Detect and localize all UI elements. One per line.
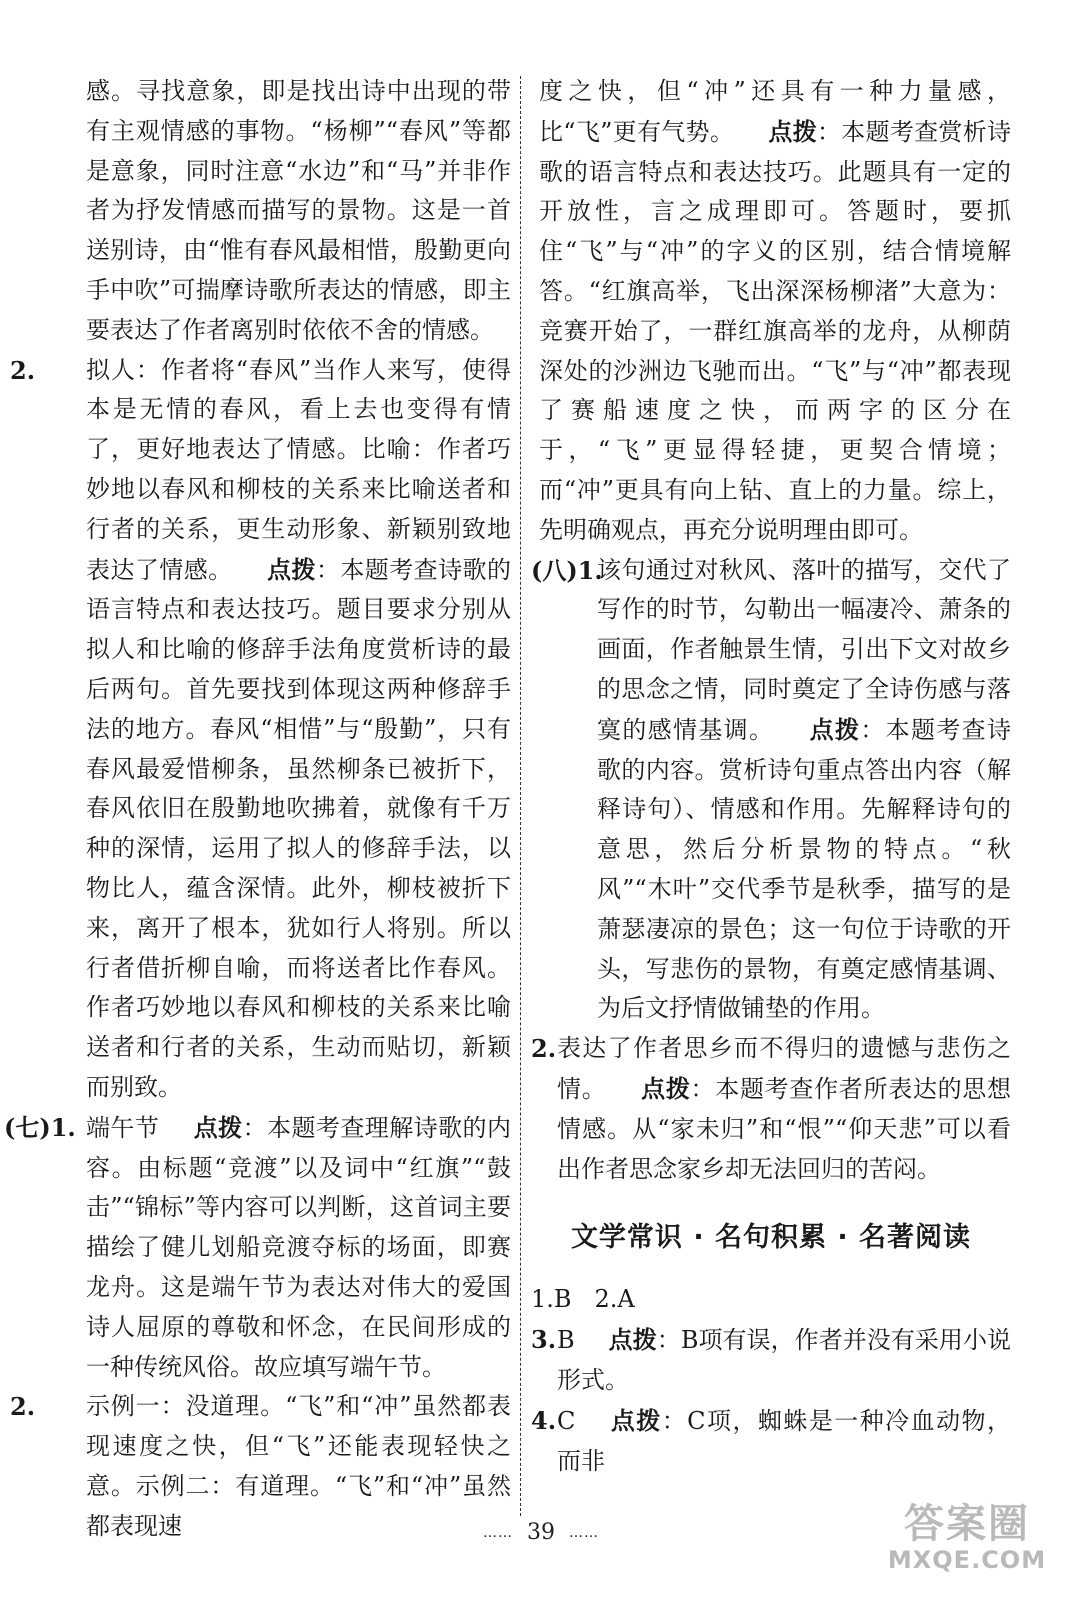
- answers-1-2: [531, 1280, 1011, 1320]
- continued-paragraph: [531, 72, 1011, 551]
- section-7-question-2-answer: 示例一：没道理。“飞”和“冲”虽然都表现速度之快，但“飞”还能表现轻快之意。示例二：有道理。“飞”和“冲”虽然都表现速: [86, 1392, 511, 1540]
- continued-answer: 度之快，但“冲”还具有一种力量感，比“飞”更有气势。: [539, 77, 1011, 146]
- section-7-question-1-tip: ：本题考查理解诗歌的内容。由标题“竞渡”以及词中“红旗”“鼓击”“锦标”等内容可以判断，这首词主要描绘了健儿划船竞渡夺标的场面，即赛龙舟。这是端午节为表达对伟大的爱国诗人屈原的尊敬和怀念，在民间形成的一种传统风俗。故应填写端午节。: [86, 1113, 511, 1381]
- question-2: [10, 351, 511, 1108]
- question-2-tip-label: 点拨: [266, 554, 316, 584]
- page-dots-left: ……: [483, 1525, 513, 1541]
- answer-4-tip-label: 点拨: [609, 1405, 662, 1435]
- section-8-question-2-tip-label: 点拨: [640, 1073, 691, 1103]
- answer-3-body: [557, 1320, 1011, 1401]
- page-number-value: 39: [527, 1520, 555, 1545]
- section-8-question-1-tip-label: 点拨: [808, 714, 861, 744]
- answer-2-number: 2.: [594, 1285, 618, 1314]
- answer-4-body: [557, 1401, 1011, 1482]
- question-2-answer: 拟人：作者将“春风”当作人来写，使得本是无情的春风，看上去也变得有情了，更好地表达了情感。比喻：作者巧妙地以春风和柳枝的关系来比喻送者和行者的关系，更生动形象、新颖别致地表达了情感。: [86, 355, 511, 584]
- section-7-question-1: [4, 1108, 511, 1388]
- answer-4: [531, 1401, 1011, 1482]
- answer-4-number: 4.: [531, 1405, 557, 1435]
- answer-3-number: 3.: [531, 1325, 557, 1355]
- answer-4-choice: C: [557, 1406, 576, 1435]
- section-8-question-1-answer: 该句通过对秋风、落叶的描写，交代了写作的时节，勾勒出一幅凄冷、萧条的画面，作者触景生情，引出下文对故乡的思念之情，同时奠定了全诗伤感与落寞的感情基调。: [597, 555, 1011, 744]
- section-7-question-2-number: 2.: [10, 1392, 36, 1422]
- question-2-body: [86, 351, 511, 1108]
- section-8-question-2-number: 2.: [531, 1034, 557, 1064]
- answer-2-choice: A: [617, 1285, 635, 1314]
- answer-3-choice: B: [557, 1326, 575, 1355]
- section-7-question-1-answer: 端午节: [86, 1113, 160, 1142]
- section-8-question-1-tip: ：本题考查诗歌的内容。赏析诗句重点答出内容（解释诗句）、情感和作用。先解释诗句的意思，然后分析景物的特点。“秋风”“木叶”交代季节是秋季，描写的是萧瑟凄凉的景色；这一句位于诗歌的开头，写悲伤的景物，有奠定感情基调、为后文抒情做铺垫的作用。: [597, 715, 1012, 1023]
- section-8-question-2-body: [557, 1029, 1011, 1189]
- section-7-question-1-body: [86, 1108, 511, 1388]
- section-8-question-2-answer: 表达了作者思乡而不得归的遗憾与悲伤之情。: [557, 1034, 1011, 1103]
- section-8-question-1: [531, 551, 1011, 1030]
- answer-3: [531, 1320, 1011, 1401]
- answer-3-tip-label: 点拨: [608, 1325, 657, 1355]
- section-8-question-1-body: [597, 551, 1011, 1030]
- section-7-question-1-tip-label: 点拨: [193, 1112, 243, 1142]
- watermark-cn: 答案圈: [904, 1501, 1030, 1547]
- answer-3-tip: ：B项有误，作者并没有采用小说形式。: [557, 1326, 1012, 1394]
- page-dots-right: ……: [569, 1525, 599, 1541]
- section-7-label: (七)1.: [4, 1112, 76, 1142]
- left-column: [4, 72, 511, 1546]
- answer-1-number: 1.: [531, 1285, 554, 1314]
- question-2-number: 2.: [10, 355, 36, 385]
- answer-1-choice: B: [553, 1285, 572, 1314]
- column-divider: [520, 76, 521, 1516]
- section-heading: 文学常识 · 名句积累 · 名著阅读: [570, 1222, 972, 1254]
- watermark-logo: [882, 1502, 1052, 1586]
- section-8-question-2-tip: ：本题考查作者所表达的思想情感。从“家未归”和“恨”“仰天悲”可以看出作者思念家乡却无法回归的苦闷。: [557, 1074, 1012, 1183]
- section-8-label: (八)1.: [531, 555, 603, 585]
- continued-tip: ：本题考查赏析诗歌的语言特点和表达技巧。此题具有一定的开放性，言之成理即可。答题时，要抓住“飞”与“冲”的字义的区别，结合情境解答。“红旗高举，飞出深深杨柳渚”大意为：竞赛开始了，一群红旗高举的龙舟，从柳荫深处的沙洲边飞驰而出。“飞”与“冲”都表现了赛船速度之快，而两字的区分在于，“飞”更显得轻捷，更契合情境；而“冲”更具有向上钻、直上的力量。综上，先明确观点，再充分说明理由即可。: [539, 117, 1012, 544]
- watermark-en: MXQE.COM: [887, 1546, 1047, 1574]
- right-column: [531, 72, 1011, 1481]
- continued-tip-label: 点拨: [768, 116, 817, 146]
- section-8-question-2: [531, 1029, 1011, 1189]
- answer-4-tip: ：C项，蜘蛛是一种冷血动物，而非: [557, 1406, 1011, 1475]
- question-2-tip: ：本题考查诗歌的语言特点和表达技巧。题目要求分别从拟人和比喻的修辞手法角度赏析诗的最后两句。首先要找到体现这两种修辞手法的地方。春风“相惜”与“殷勤”，只有春风最爱惜柳条，虽然柳条已被折下，春风依旧在殷勤地吹拂着，就像有千万种的深情，运用了拟人的修辞手法，以物比人，蕴含深情。此外，柳枝被折下来，离开了根本，犹如行人将别。所以行者借折柳自喻，而将送者比作春风。作者巧妙地以春风和柳枝的关系来比喻送者和行者的关系，生动而贴切，新颖而别致。: [86, 555, 511, 1101]
- intro-paragraph: 感。寻找意象，即是找出诗中出现的带有主观情感的事物。“杨柳”“春风”等都是意象，同时注意“水边”和“马”并非作者为抒发情感而描写的景物。这是一首送别诗，由“惟有春风最相惜，殷勤更向手中吹”可揣摩诗歌所表达的情感，即主要表达了作者离别时依依不舍的情感。: [86, 77, 511, 344]
